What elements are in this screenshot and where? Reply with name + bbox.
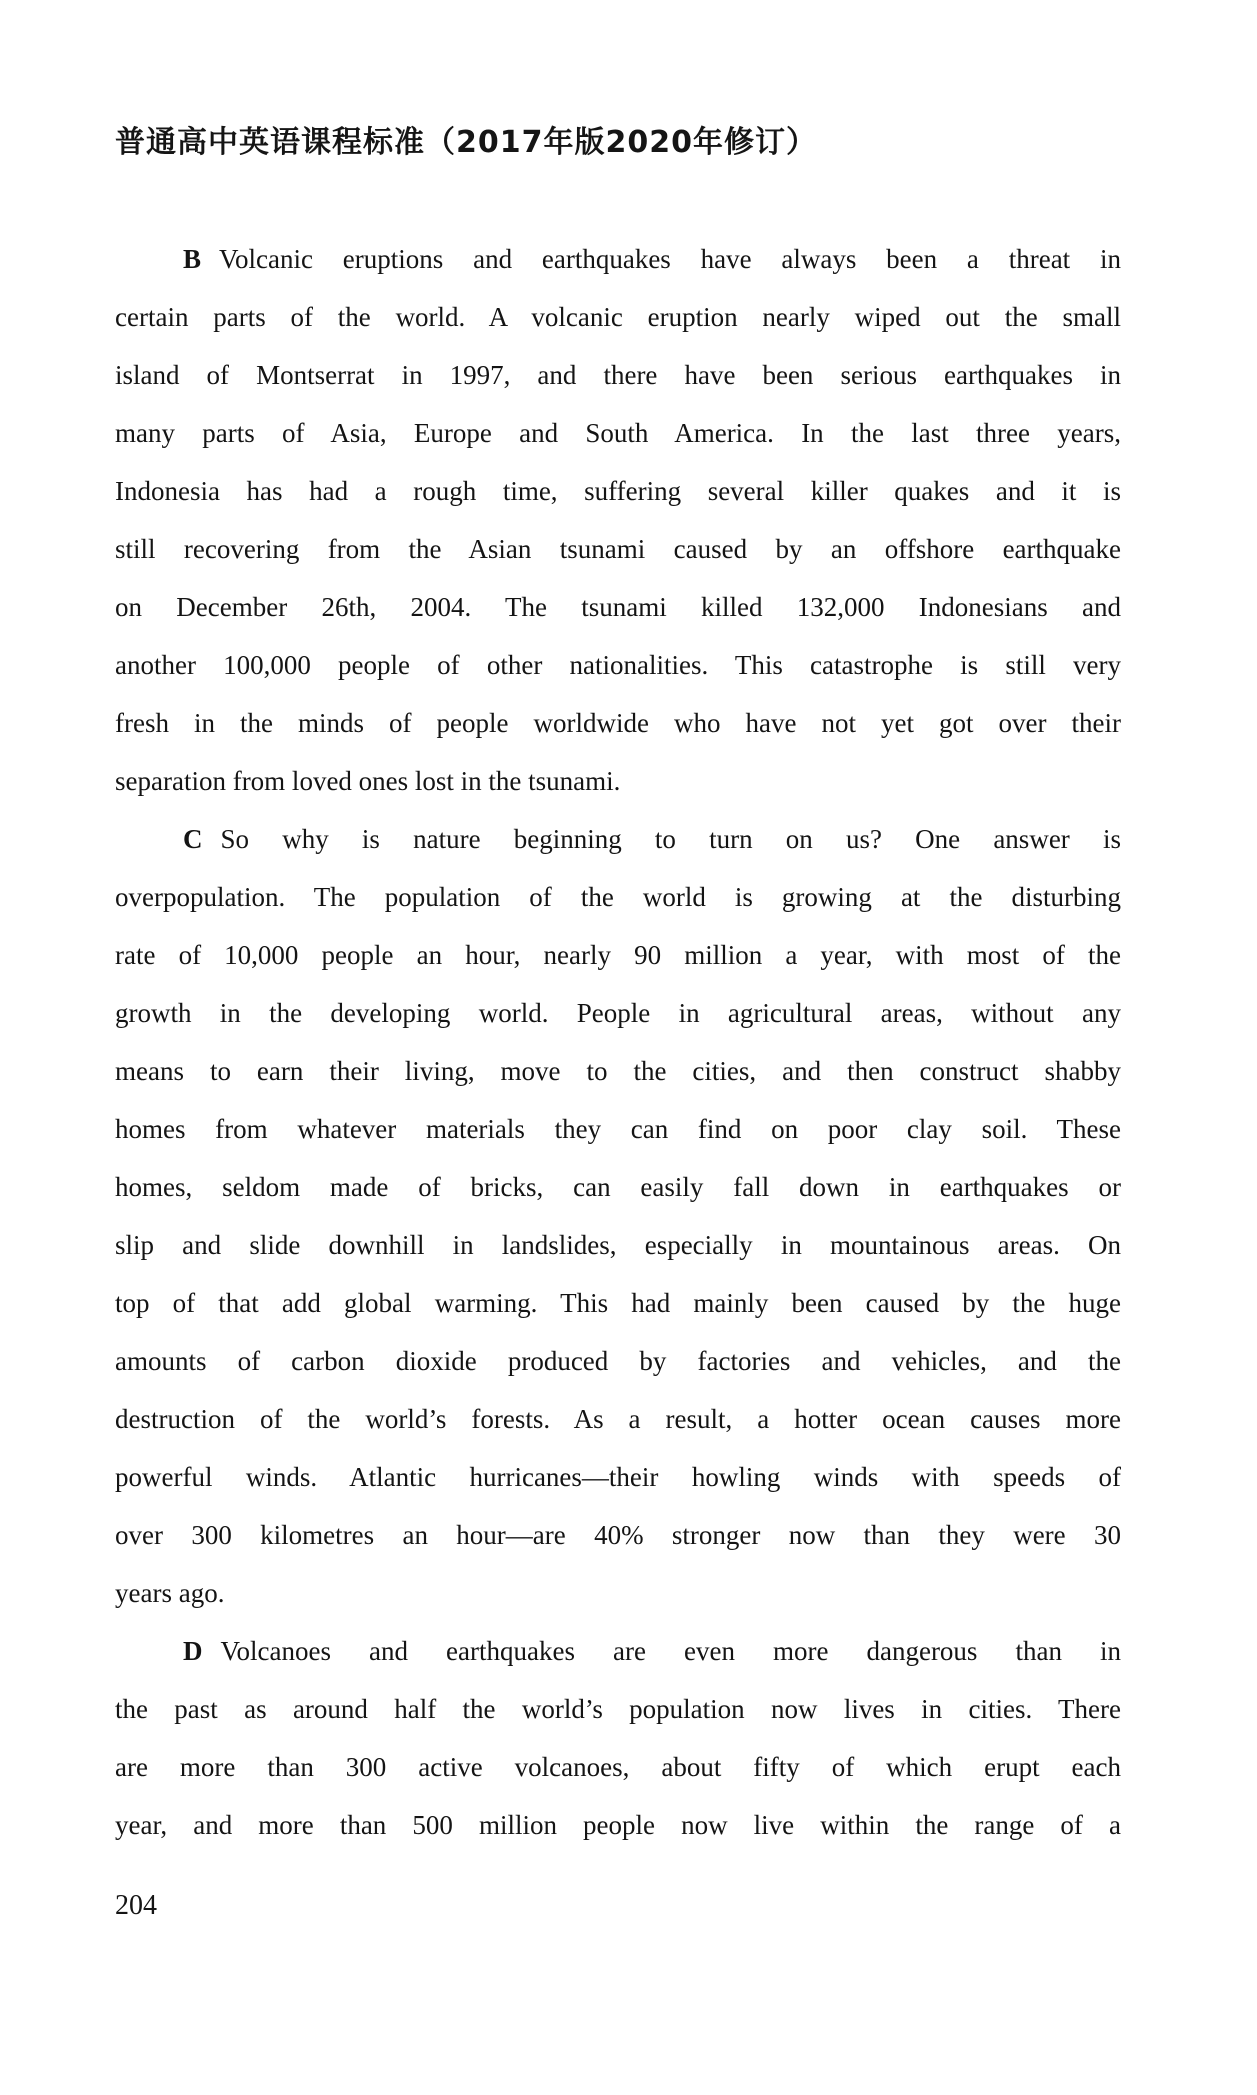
text-line: amounts of carbon dioxide produced by factories and vehicles, and the [115, 1346, 1121, 1376]
text-line: year, and more than 500 million people now live within the range of a [115, 1810, 1121, 1840]
text-line: still recovering from the Asian tsunami caused by an offshore earthquake [115, 534, 1121, 564]
text-line: slip and slide downhill in landslides, especially in mountainous areas. On [115, 1230, 1121, 1260]
text-line: are more than 300 active volcanoes, about fifty of which erupt each [115, 1752, 1121, 1782]
text-line: certain parts of the world. A volcanic eruption nearly wiped out the small [115, 302, 1121, 332]
text-line: overpopulation. The population of the world is growing at the disturbing [115, 882, 1121, 912]
text-line: another 100,000 people of other nationalities. This catastrophe is still very [115, 650, 1121, 680]
paragraph-label: D [183, 1636, 203, 1666]
text-line: means to earn their living, move to the cities, and then construct shabby [115, 1056, 1121, 1086]
text-line: on December 26th, 2004. The tsunami killed 132,000 Indonesians and [115, 592, 1121, 622]
text-line: powerful winds. Atlantic hurricanes—their howling winds with speeds of [115, 1462, 1121, 1492]
text-line [115, 230, 1121, 288]
text-line [115, 810, 1121, 868]
line-text: Volcanic eruptions and earthquakes have always been a threat in [219, 244, 1121, 274]
paragraph-label: B [183, 244, 202, 274]
text-line: years ago. [115, 1578, 225, 1608]
text-line: separation from loved ones lost in the tsunami. [115, 766, 621, 796]
line-text: Volcanoes and earthquakes are even more dangerous than in [220, 1636, 1121, 1666]
text-line: many parts of Asia, Europe and South America. In the last three years, [115, 418, 1121, 448]
text-line: island of Montserrat in 1997, and there have been serious earthquakes in [115, 360, 1121, 390]
text-line: growth in the developing world. People in agricultural areas, without any [115, 998, 1121, 1028]
paragraph-D [115, 1622, 1121, 1854]
running-header-title: 普通高中英语课程标准（2017年版2020年修订） [115, 125, 817, 160]
text-line: homes from whatever materials they can find on poor clay soil. These [115, 1114, 1121, 1144]
body-text [115, 230, 1121, 1854]
line-text: So why is nature beginning to turn on us? One answer is [220, 824, 1121, 854]
text-line: the past as around half the world’s population now lives in cities. There [115, 1694, 1121, 1724]
text-line [115, 1622, 1121, 1680]
paragraph-label: C [183, 824, 203, 854]
text-line: Indonesia has had a rough time, suffering several killer quakes and it is [115, 476, 1121, 506]
paragraph-C [115, 810, 1121, 1622]
paragraph-B [115, 230, 1121, 810]
text-line: over 300 kilometres an hour—are 40% stronger now than they were 30 [115, 1520, 1121, 1550]
page-number: 204 [115, 1890, 157, 1921]
text-line: destruction of the world’s forests. As a result, a hotter ocean causes more [115, 1404, 1121, 1434]
text-line: homes, seldom made of bricks, can easily fall down in earthquakes or [115, 1172, 1121, 1202]
text-line: rate of 10,000 people an hour, nearly 90 million a year, with most of the [115, 940, 1121, 970]
text-line: top of that add global warming. This had mainly been caused by the huge [115, 1288, 1121, 1318]
text-line: fresh in the minds of people worldwide who have not yet got over their [115, 708, 1121, 738]
